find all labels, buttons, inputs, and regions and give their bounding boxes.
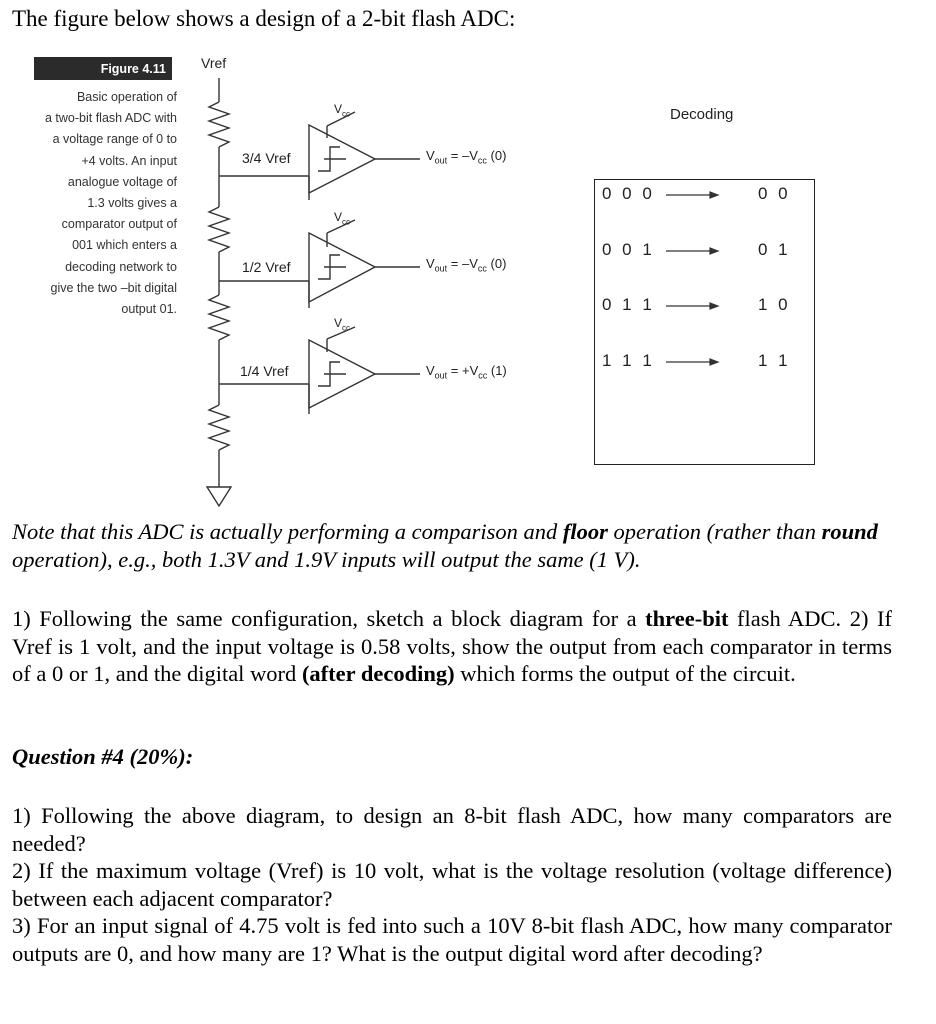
three-bit-question: 1) Following the same configuration, sketch a block diagram for a three-bit flash ADC. 2) If Vref is 1 volt, and the input voltage is 0.58 volts, show the output from each comparator in terms of a 0 or 1, and the digital word (after decoding) which forms the output of the circuit. xyxy=(12,606,892,686)
caption-line: Basic operation of xyxy=(76,90,177,104)
vref-label: Vref xyxy=(201,55,227,71)
intro-text: The figure below shows a design of a 2-bit flash ADC: xyxy=(12,6,516,31)
tap-label-3-4: 3/4 Vref xyxy=(242,150,291,166)
caption-line: output 01. xyxy=(121,302,177,317)
vcc-label: $V_{cc}$ xyxy=(334,210,351,227)
caption-line: decoding network to xyxy=(65,259,177,274)
decode-output: 0 1 xyxy=(758,240,791,259)
comparator-output-label: $V_{out} = +V_{cc}$ (1) xyxy=(426,363,507,381)
question-4-body xyxy=(12,802,892,967)
question-4-heading: Question #4 (20%): xyxy=(12,744,194,769)
caption-line: +4 volts. An input xyxy=(81,153,177,168)
decode-output: 1 1 xyxy=(758,351,791,370)
vcc-label: $V_{cc}$ xyxy=(334,316,351,333)
comparator-output-label: $V_{out} = -V_{cc}$ (0) xyxy=(426,256,507,274)
resistor-1 xyxy=(209,102,229,147)
caption-line: a two-bit flash ADC with xyxy=(45,111,177,126)
decoding-table xyxy=(594,179,815,465)
tap-label-1-2: 1/2 Vref xyxy=(242,259,291,275)
flash-adc-figure xyxy=(0,50,936,520)
decode-input: 0 0 0 xyxy=(602,184,655,203)
vcc-label: $V_{cc}$ xyxy=(334,102,351,119)
resistor-4 xyxy=(209,405,229,450)
note-paragraph: Note that this ADC is actually performing a comparison and floor operation (rather than round operation), e.g., both 1.3V and 1.9V inputs will output the same (1 V). xyxy=(12,519,878,572)
question-4-item: 3) For an input signal of 4.75 volt is fed into such a 10V 8-bit flash ADC, how many comparator outputs are 0, and how many are 1? What is the output digital word after decoding? xyxy=(12,913,892,966)
decode-input: 0 0 1 xyxy=(602,240,655,259)
caption-line: comparator output of xyxy=(61,217,177,232)
decode-input: 1 1 1 xyxy=(602,351,655,370)
caption-line: analogue voltage of xyxy=(67,174,177,189)
caption-line: give the two –bit digital xyxy=(50,280,177,295)
caption-line: a voltage range of 0 to xyxy=(52,132,177,147)
decode-output: 0 0 xyxy=(758,184,791,203)
question-4-item: 1) Following the above diagram, to design an 8-bit flash ADC, how many comparators are needed? xyxy=(12,803,892,856)
resistor-2 xyxy=(209,207,229,252)
question-4-item: 2) If the maximum voltage (Vref) is 10 volt, what is the voltage resolution (voltage difference) between each adjacent comparator? xyxy=(12,858,892,911)
decoding-title: Decoding xyxy=(670,106,734,123)
ground-symbol xyxy=(207,487,231,506)
figure-badge: Figure 4.11 xyxy=(34,57,172,80)
decode-output: 1 0 xyxy=(758,295,791,314)
tap-label-1-4: 1/4 Vref xyxy=(240,363,289,379)
comparator-output-label: $V_{out} = -V_{cc}$ (0) xyxy=(426,148,507,166)
caption-line: 1.3 volts gives a xyxy=(87,196,177,211)
decode-input: 0 1 1 xyxy=(602,295,655,314)
resistor-3 xyxy=(209,295,229,340)
caption-line: 001 which enters a xyxy=(72,238,177,253)
